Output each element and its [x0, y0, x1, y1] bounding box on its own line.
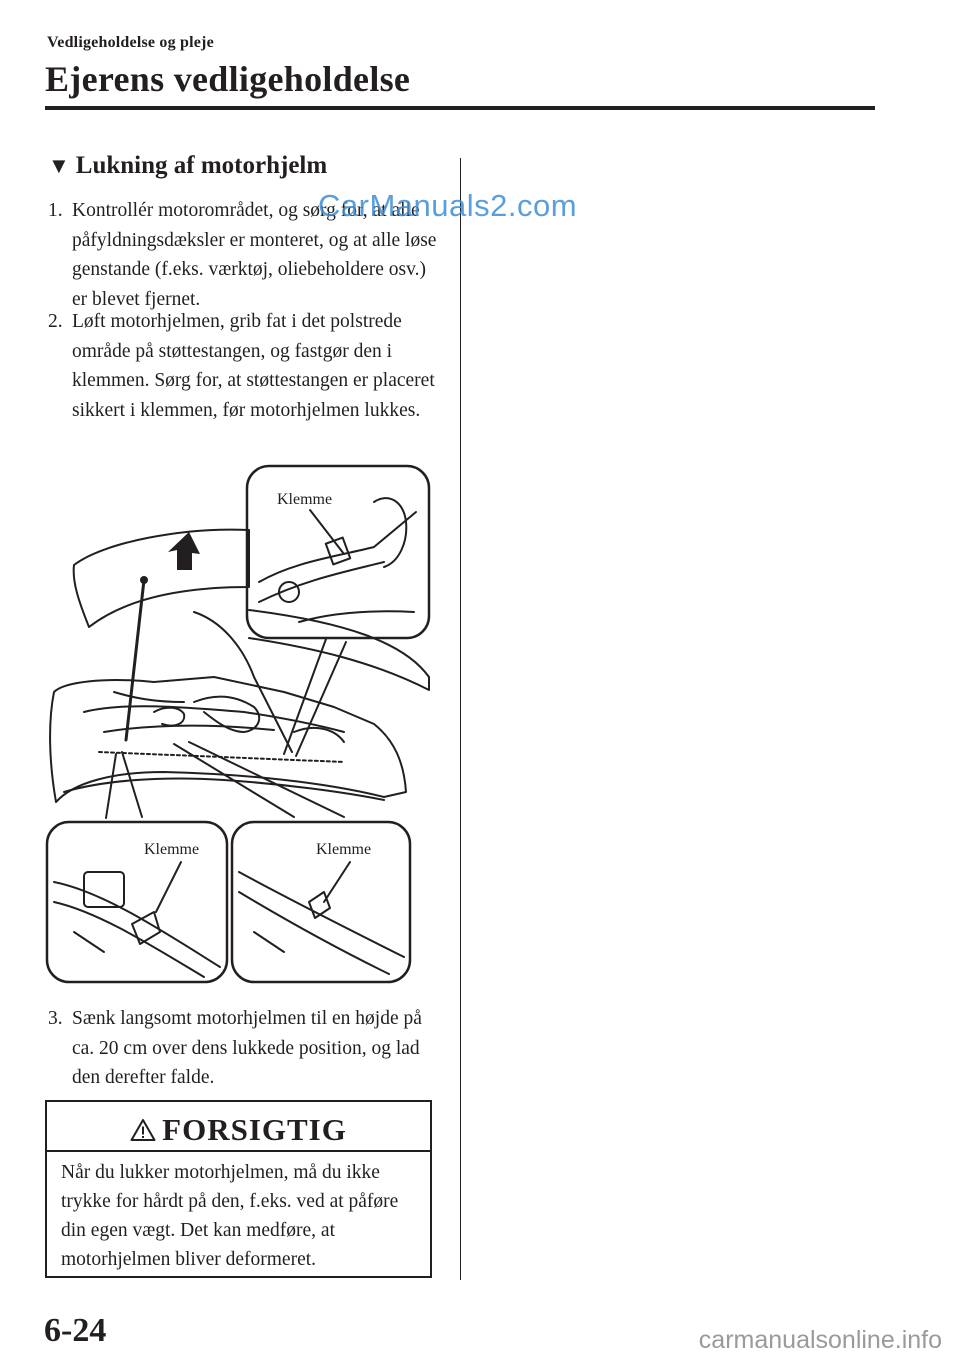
- section-title: Lukning af motorhjelm: [75, 152, 328, 179]
- page-number: 6-24: [44, 1312, 107, 1349]
- caution-divider: [47, 1150, 430, 1152]
- step-text: Sænk langsomt motorhjelmen til en højde på ca. 20 cm over dens lukkede position, og lad den derefter falde.: [72, 1008, 422, 1088]
- clamp-label-left: Klemme: [144, 841, 200, 858]
- clamp-label-right: Klemme: [316, 841, 372, 858]
- step-number: 1.: [48, 200, 63, 221]
- caution-heading: [47, 1112, 430, 1148]
- column-divider: [460, 158, 461, 1280]
- caution-box: [45, 1100, 432, 1278]
- caution-text: Når du lukker motorhjelmen, må du ikke trykke for hårdt på den, f.eks. ved at påføre din egen vægt. Det kan medføre, at motorhjelmen bliver deformeret.: [61, 1162, 399, 1270]
- page-title: Ejerens vedligeholdelse: [45, 59, 411, 99]
- hood-support-illustration: [44, 462, 434, 988]
- hood-outline: [74, 530, 249, 627]
- support-rod: [126, 580, 144, 740]
- triangle-marker-icon: ▼: [48, 153, 70, 178]
- clamp-label-top: Klemme: [277, 491, 333, 508]
- step-2: [48, 307, 443, 425]
- footer-watermark[interactable]: carmanualsonline.info: [698, 1326, 942, 1354]
- arrow-up-icon: [168, 532, 200, 570]
- header-rule: [45, 106, 875, 110]
- step-number: 3.: [48, 1008, 63, 1029]
- warning-icon: [130, 1118, 156, 1142]
- step-text: Kontrollér motorområdet, og sørg for, at alle påfyldningsdæksler er monteret, og at alle løse genstande (f.eks. værktøj, oliebeholdere osv.) er blevet fjernet.: [72, 200, 437, 310]
- step-number: 2.: [48, 311, 63, 332]
- step-3: [48, 1004, 443, 1093]
- inset-bottom-left-clamp: [47, 822, 227, 982]
- section-heading: [48, 152, 327, 180]
- caution-heading-text: FORSIGTIG: [162, 1112, 347, 1147]
- step-text: Løft motorhjelmen, grib fat i det polstrede område på støttestangen, og fastgør den i klemmen. Sørg for, at støttestangen er placeret sikkert i klemmen, før motorhjelmen lukkes.: [72, 311, 435, 421]
- breadcrumb: Vedligeholdelse og pleje: [47, 34, 214, 51]
- watermark[interactable]: CarManuals2.com: [318, 188, 578, 223]
